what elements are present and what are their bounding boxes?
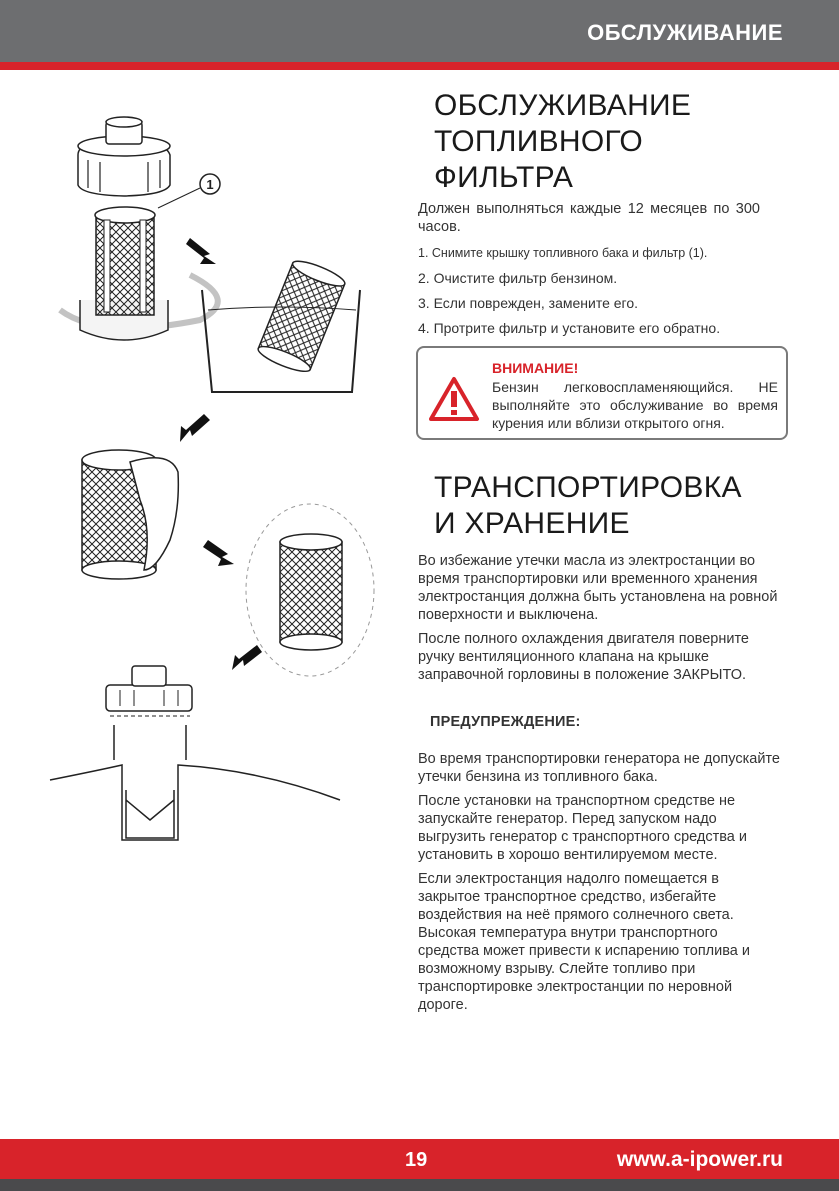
transport-section bbox=[418, 470, 790, 1020]
step-3: 3. Если поврежден, замените его. bbox=[418, 295, 639, 311]
fuel-filter-heading bbox=[418, 88, 790, 196]
page-footer bbox=[0, 1139, 839, 1191]
header-red-stripe bbox=[0, 62, 839, 70]
transport-paragraph: После полного охлаждения двигателя поверните ручку вентиляционного клапана на крышке заправочной горловины в положение ЗАКРЫТО. bbox=[418, 631, 749, 683]
fuel-filter-heading-line2: ТОПЛИВНОГО ФИЛЬТРА bbox=[434, 125, 644, 194]
transport-warning-paragraph: Если электростанция надолго помещается в закрытое транспортное средство, избегайте воздействия на неё прямого солнечного света. Высокая температура внутри транспортного средства может привести к испарению топлива и возможному взрыву. Слейте топливо при транспортировке электростанции по неровной дороге. bbox=[418, 871, 750, 1013]
footer-dark-band bbox=[0, 1179, 839, 1191]
filter-in-tank bbox=[60, 207, 218, 340]
step-1: 1. Снимите крышку топливного бака и фильтр (1). bbox=[418, 246, 708, 260]
transport-warning-paragraph: После установки на транспортном средстве не запускайте генератор. Перед запуском надо выгрузить генератор с транспортного средства и установить в хорошо вентилируемом месте. bbox=[418, 793, 747, 863]
cap-on-tank bbox=[50, 666, 340, 840]
fuel-filter-intro: Должен выполняться каждые 12 месяцев по 300 часов. bbox=[418, 201, 760, 235]
page-header bbox=[0, 0, 839, 62]
arrow-icon bbox=[232, 645, 262, 670]
arrow-icon bbox=[203, 540, 234, 566]
transport-heading-line1: ТРАНСПОРТИРОВКА bbox=[434, 471, 742, 504]
warning-subheading: ПРЕДУПРЕЖДЕНИЕ: bbox=[430, 714, 581, 730]
filter-reinstall bbox=[246, 504, 374, 676]
arrow-icon bbox=[180, 414, 210, 442]
warning-title: ВНИМАНИЕ! bbox=[492, 360, 579, 376]
transport-heading-line2: И ХРАНЕНИЕ bbox=[434, 507, 630, 540]
warning-triangle-icon bbox=[428, 376, 480, 422]
header-title: ОБСЛУЖИВАНИЕ bbox=[587, 20, 783, 45]
fuel-cap-removed bbox=[78, 117, 170, 196]
page-number: 19 bbox=[405, 1149, 428, 1171]
fuel-filter-illustration bbox=[40, 100, 390, 920]
footer-red-band bbox=[0, 1139, 839, 1179]
footer-url: www.a-ipower.ru bbox=[616, 1148, 783, 1171]
step-2: 2. Очистите фильтр бензином. bbox=[418, 270, 618, 286]
main-content bbox=[418, 88, 790, 369]
arrow-icon bbox=[186, 238, 216, 264]
warning-text: Бензин легковоспламеняющийся. НЕ выполняйте это обслуживание во время курения или вблизи открытого огня. bbox=[492, 379, 778, 431]
transport-paragraph: Во избежание утечки масла из электростанции во время транспортировки или временного хранения электростанция должна быть установлена на ровной поверхности и выключена. bbox=[418, 553, 778, 623]
gasoline-basin bbox=[202, 257, 360, 392]
transport-warning-paragraph: Во время транспортировки генератора не допускайте утечки бензина из топливного бака. bbox=[418, 751, 780, 785]
warning-box bbox=[416, 346, 788, 440]
step-4: 4. Протрите фильтр и установите его обратно. bbox=[418, 320, 721, 336]
fuel-filter-heading-line1: ОБСЛУЖИВАНИЕ bbox=[434, 89, 692, 122]
filter-wipe bbox=[82, 450, 178, 579]
callout-label: 1 bbox=[206, 177, 214, 192]
transport-heading bbox=[418, 470, 790, 542]
